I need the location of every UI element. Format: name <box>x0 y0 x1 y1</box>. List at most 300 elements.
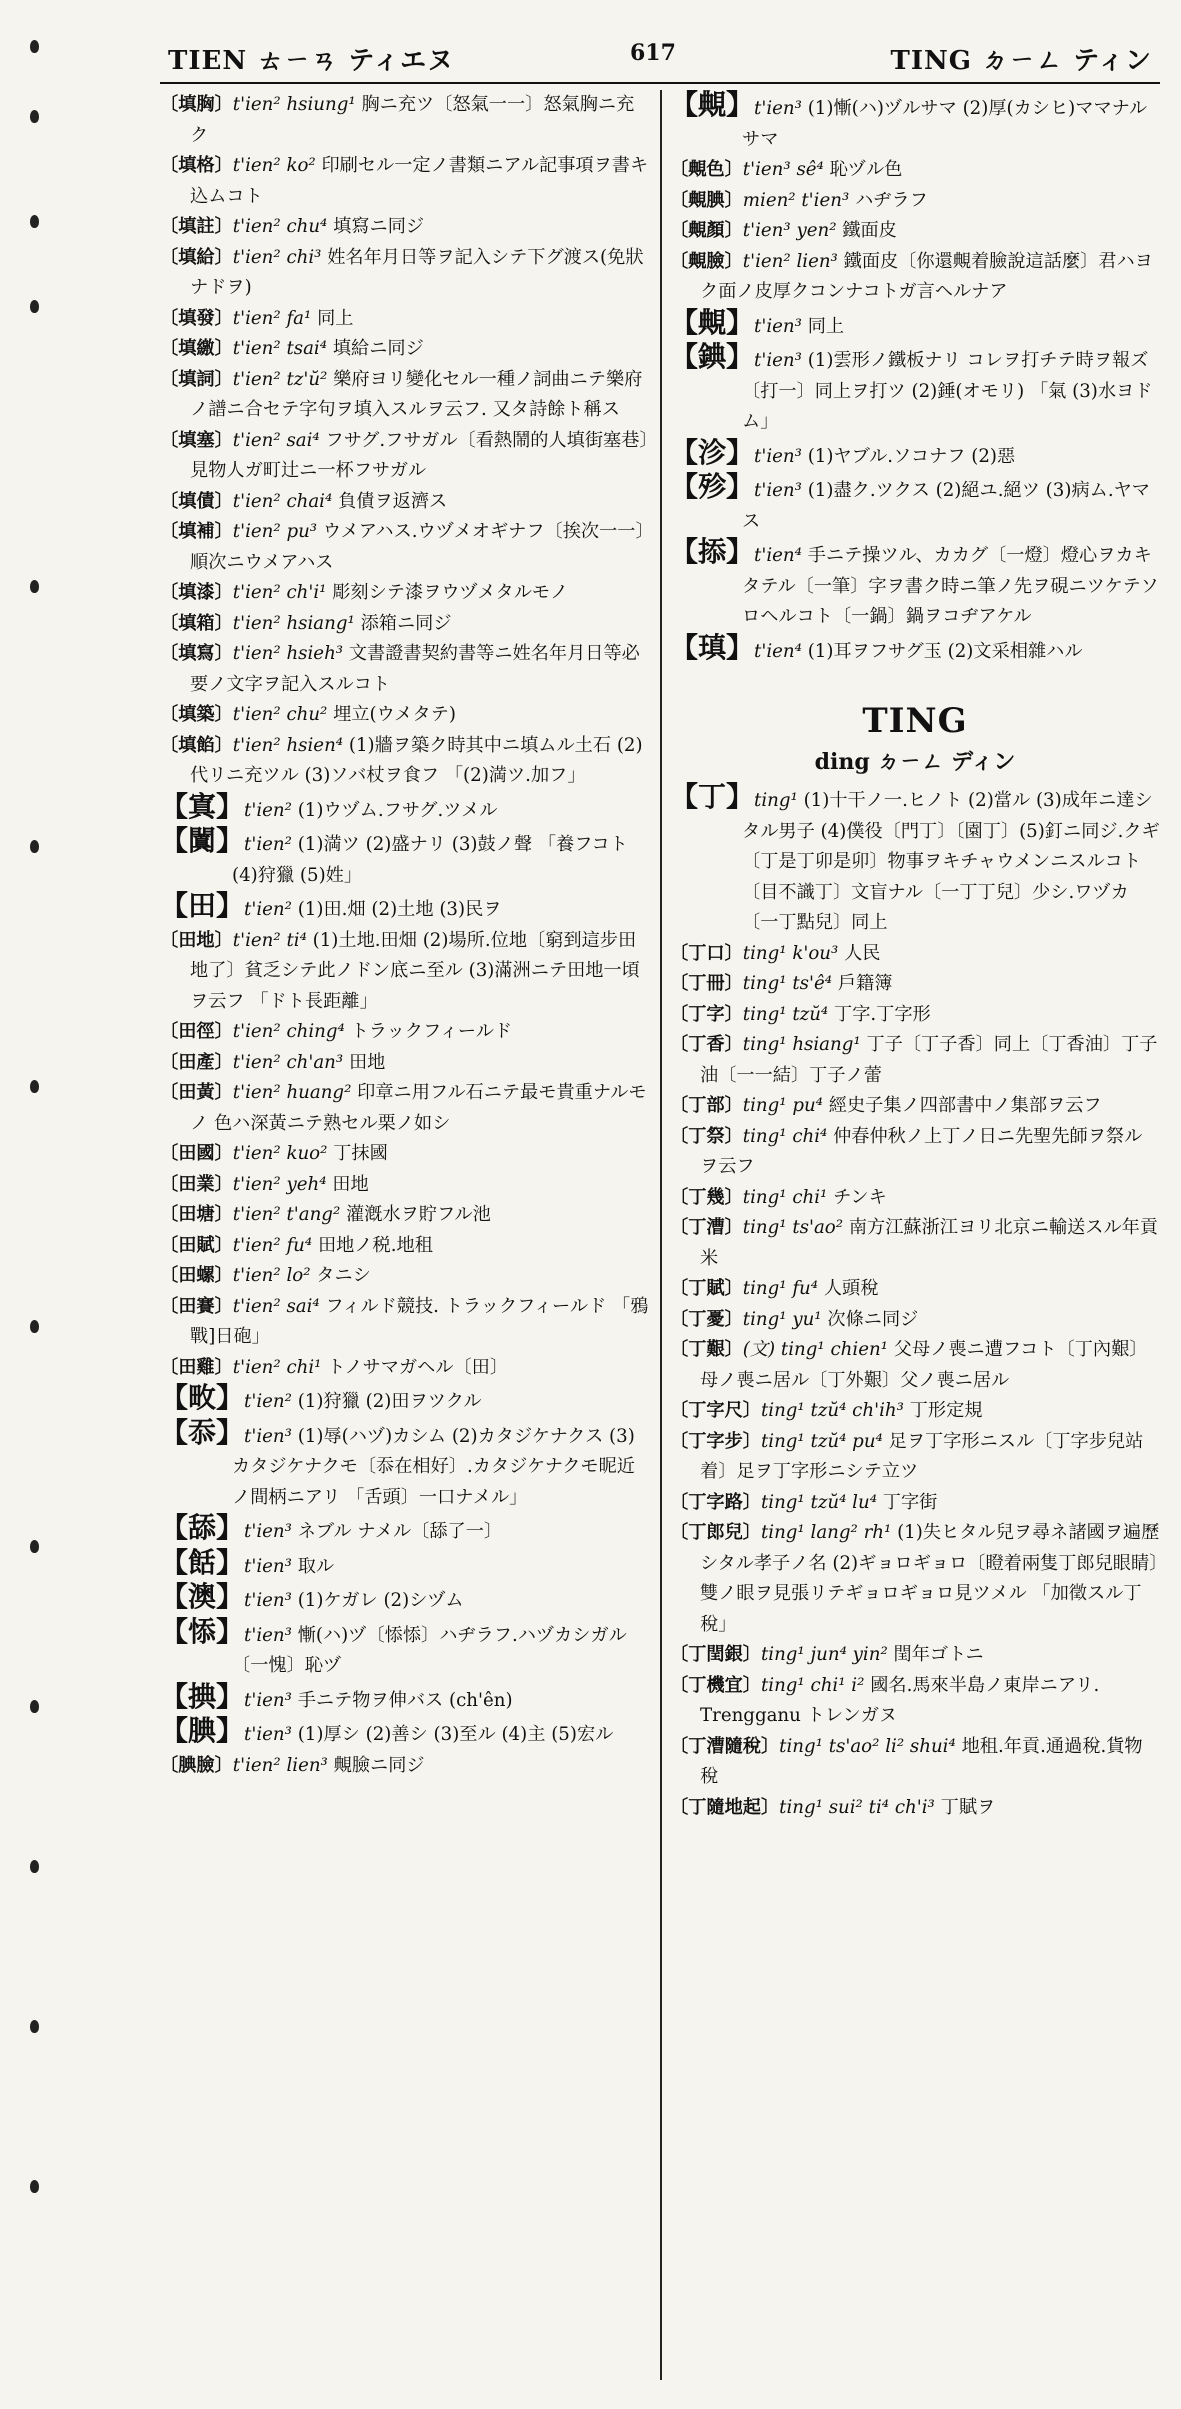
dictionary-entry <box>160 1545 650 1583</box>
dictionary-entry <box>670 939 1160 970</box>
entry-headword: 【錪】 <box>670 340 755 373</box>
entry-definition: (1)失ヒタル兒ヲ尋ネ諸國ヲ遍歷シタル孝子ノ名 (2)ギョロギョロ〔瞪着兩隻丁郎兒眼睛〕雙ノ眼ヲ見張リテギョロギョロ見ツメル 「加徵スル丁稅」 <box>700 1522 1160 1635</box>
dictionary-page <box>160 30 1160 2390</box>
entry-definition: 丁子〔丁子香〕同上〔丁香油〕丁子油〔一一結〕丁子ノ蕾 <box>700 1034 1158 1086</box>
binding-hole <box>30 2020 39 2033</box>
dictionary-entry <box>670 342 1160 438</box>
section-title: TING <box>862 701 968 741</box>
entry-headword: 〔填債〕 <box>160 490 233 512</box>
entry-romanization: t'ien³ <box>244 1425 292 1447</box>
dictionary-entry <box>160 365 650 426</box>
entry-definition: 印章ニ用フル石ニテ最モ貴重ナルモノ 色ハ深黃ニテ熟セル栗ノ如シ <box>190 1082 647 1134</box>
entry-definition: (1)満ツ (2)盛ナリ (3)鼓ノ聲 「養フコト (4)狩獵 (5)姓」 <box>232 834 628 886</box>
dictionary-entry <box>670 537 1160 633</box>
entry-romanization: t'ien³ sê⁴ <box>742 159 824 180</box>
header-right-heading: TING ㄉㄧㄥ ティン <box>890 46 1152 76</box>
ting-entries <box>670 782 1160 1823</box>
entry-definition: 添箱ニ同ジ <box>354 612 452 634</box>
dictionary-entry <box>670 782 1160 939</box>
dictionary-entry <box>160 1513 650 1548</box>
entry-headword: 【殄】 <box>670 470 755 503</box>
entry-headword: 〔田塘〕 <box>160 1204 233 1225</box>
entry-definition: 手ニテ操ツル、カカグ〔一燈〕燈心ヲカキタテル〔一筆〕字ヲ書ク時ニ筆ノ先ヲ硯ニツケテソロヘルコト〔一鍋〕鍋ヲコヂアケル <box>742 545 1159 627</box>
entry-definition: (1)ケガレ (2)シヅム <box>291 1590 464 1611</box>
dictionary-entry <box>670 969 1160 1000</box>
entry-romanization: ting¹ sui² ti⁴ ch'i³ <box>779 1796 935 1818</box>
entry-headword: 〔丁閏銀〕 <box>670 1644 761 1665</box>
entry-headword: 〔丁祭〕 <box>670 1125 743 1147</box>
entry-headword: 【餂】 <box>160 1545 245 1579</box>
entry-definition: トノサマガヘル〔田〕 <box>321 1356 509 1378</box>
binding-hole <box>30 580 39 593</box>
dictionary-entry <box>160 1679 650 1717</box>
dictionary-entry <box>160 1170 650 1201</box>
entry-romanization: t'ien² tsai⁴ <box>232 338 328 359</box>
dictionary-entry <box>160 1292 650 1353</box>
entry-romanization: t'ien² hsien⁴ <box>232 734 344 756</box>
entry-romanization: t'ien² chu⁴ <box>232 216 328 237</box>
entry-definition: 人民 <box>838 942 881 964</box>
entry-definition: ネブル ナメル〔舔了一〕 <box>291 1521 503 1542</box>
entry-headword: 【畋】 <box>160 1381 245 1414</box>
entry-definition: (1)辱(ハヅ)カシム (2)カタジケナクス (3)カタジケナクモ〔忝在相好〕.カタジケナクモ昵近ノ間柄ニアリ 「舌頭〕一口ナメル」 <box>232 1425 635 1508</box>
dictionary-entry <box>670 305 1160 343</box>
entry-definition: 鐵面皮〔你還覥着臉說這話麼〕君ハヨク面ノ皮厚クコンナコトガ言ヘルナア <box>700 250 1153 302</box>
entry-headword: 〔田徑〕 <box>160 1021 233 1042</box>
entry-definition: チンキ <box>827 1186 887 1208</box>
entry-definition: 丁形定規 <box>903 1400 983 1421</box>
entry-romanization: t'ien³ <box>244 1624 292 1646</box>
dictionary-entry <box>160 639 650 700</box>
entry-romanization: t'ien² ko² <box>232 155 316 176</box>
column-divider <box>660 90 662 2380</box>
entry-romanization: t'ien² sai⁴ <box>232 1295 320 1317</box>
entry-headword: 〔丁部〕 <box>670 1095 743 1116</box>
entry-definition: (1)田.畑 (2)土地 (3)民ヲ <box>291 899 502 920</box>
entry-romanization: t'ien² <box>244 834 292 855</box>
entry-romanization: ting¹ hsiang¹ <box>742 1034 861 1055</box>
dictionary-entry <box>160 1261 650 1292</box>
dictionary-entry <box>160 304 650 335</box>
entry-romanization: ting¹ yu¹ <box>742 1308 822 1330</box>
entry-romanization: ting¹ tzŭ⁴ <box>742 1003 829 1025</box>
entry-headword: 【闐】 <box>160 824 245 857</box>
entry-headword: 【忝】 <box>160 1415 245 1449</box>
entry-definition: 丁抹國 <box>327 1143 388 1164</box>
entry-definition: 鐵面皮 <box>836 220 897 241</box>
entry-romanization: t'ien⁴ <box>754 545 802 566</box>
entry-headword: 〔丁字〕 <box>670 1003 743 1025</box>
dictionary-entry <box>160 1139 650 1170</box>
entry-romanization: t'ien³ <box>244 1555 292 1577</box>
entry-definition: (1)ウヅム.フサグ.ツメル <box>291 799 498 821</box>
entry-definition: トラックフィールド <box>344 1021 513 1042</box>
entry-headword: 【澳】 <box>160 1580 245 1613</box>
entry-romanization: ting¹ tzŭ⁴ ch'ih³ <box>760 1400 904 1421</box>
dictionary-entry <box>670 1213 1160 1274</box>
entry-definition: 樂府ヨリ變化セル一種ノ詞曲ニテ樂府ノ譜ニ合セテ字句ヲ填入スルヲ云フ. 又タ詩餘ト稱ス <box>190 368 643 420</box>
dictionary-entry <box>160 151 650 212</box>
entry-headword: 〔填箱〕 <box>160 612 233 634</box>
header-left-heading: TIEN ㄊㄧㄢ ティエヌ <box>168 46 455 76</box>
entry-headword: 〔丁郎兒〕 <box>670 1522 761 1543</box>
entry-romanization: t'ien² sai⁴ <box>232 429 320 451</box>
dictionary-entry <box>160 826 650 891</box>
entry-romanization: ting¹ k'ou³ <box>742 942 839 964</box>
entry-definition: 丁字.丁字形 <box>828 1003 931 1025</box>
entry-romanization: t'ien² huang² <box>232 1082 352 1103</box>
entry-definition: 丁賦ヲ <box>934 1796 996 1818</box>
entry-headword: 〔丁漕隨稅〕 <box>670 1735 780 1757</box>
dictionary-entry <box>160 578 650 609</box>
dictionary-entry <box>160 212 650 243</box>
dictionary-entry <box>160 1415 650 1514</box>
dictionary-entry <box>670 630 1160 668</box>
entry-romanization: ting¹ pu⁴ <box>742 1095 823 1116</box>
entry-romanization: t'ien² lien³ <box>232 1754 328 1776</box>
entry-definition: 彫刻シテ漆ヲウヅメタルモノ <box>326 582 569 603</box>
entry-definition: 埋立(ウメタテ) <box>327 704 456 725</box>
dictionary-entry <box>670 1640 1160 1671</box>
dictionary-entry <box>670 1427 1160 1488</box>
entry-headword: 【瑱】 <box>670 630 755 664</box>
dictionary-entry <box>670 247 1160 308</box>
entry-definition: 負債ヲ返濟ス <box>332 490 448 512</box>
entry-headword: 〔丁賦〕 <box>670 1278 743 1299</box>
entry-definition: (1)厚シ (2)善シ (3)至ル (4)主 (5)宏ル <box>291 1724 614 1745</box>
entry-headword: 〔覥臉〕 <box>670 250 743 272</box>
dictionary-entry <box>670 435 1160 473</box>
entry-romanization: t'ien² hsiung¹ <box>232 94 356 115</box>
entry-headword: 【寘】 <box>160 789 245 823</box>
binding-margin <box>0 0 60 2409</box>
entry-romanization: t'ien² ching⁴ <box>232 1021 345 1042</box>
dictionary-entry <box>160 487 650 518</box>
dictionary-entry <box>160 1200 650 1231</box>
entry-headword: 〔填胸〕 <box>160 94 233 115</box>
entry-romanization: t'ien² fu⁴ <box>232 1234 313 1256</box>
entry-definition: 戶籍簿 <box>832 973 893 994</box>
entry-headword: 〔丁字尺〕 <box>670 1400 761 1421</box>
entry-headword: 〔田黃〕 <box>160 1082 233 1103</box>
entry-definition: 文書證書契約書等ニ姓名年月日等必要ノ文字ヲ記入スルコト <box>190 643 640 695</box>
entry-headword: 〔填築〕 <box>160 704 233 725</box>
dictionary-entry <box>670 1335 1160 1396</box>
entry-definition: 閏年ゴトニ <box>887 1644 984 1665</box>
entry-headword: 〔丁隨地起〕 <box>670 1796 780 1818</box>
entry-romanization: t'ien³ <box>754 315 802 337</box>
dictionary-entry <box>160 731 650 792</box>
entry-definition: 田地 <box>343 1051 386 1073</box>
entry-romanization: ting¹ chi¹ i² <box>760 1674 865 1696</box>
entry-headword: 〔覥顏〕 <box>670 220 743 241</box>
entry-headword: 〔丁機宜〕 <box>670 1674 761 1696</box>
dictionary-entry <box>670 1732 1160 1793</box>
entry-definition: 地租.年貢.通過稅.貨物稅 <box>700 1735 1143 1787</box>
binding-hole <box>30 1700 39 1713</box>
entry-romanization: t'ien³ <box>754 350 802 371</box>
entry-headword: 〔丁口〕 <box>670 942 743 964</box>
dictionary-entry <box>160 517 650 578</box>
entry-headword: 〔填詞〕 <box>160 368 233 390</box>
entry-romanization: t'ien³ <box>754 445 802 467</box>
running-header <box>160 30 1160 84</box>
dictionary-entry <box>670 1000 1160 1031</box>
entry-romanization: ting¹ chi¹ <box>742 1186 828 1208</box>
dictionary-entry <box>670 1274 1160 1305</box>
left-column <box>160 90 650 2380</box>
entry-definition: 田地ノ税.地租 <box>312 1234 433 1256</box>
entry-romanization: t'ien³ <box>754 98 802 119</box>
dictionary-entry <box>160 609 650 640</box>
entry-definition: フサグ.フサガル〔看熱鬧的人填街塞巷〕見物人ガ町辻ニ一杯フサガル <box>190 429 649 481</box>
dictionary-entry <box>160 426 650 487</box>
tien-entries-continued <box>670 90 1160 667</box>
dictionary-entry <box>160 1048 650 1079</box>
dictionary-entry <box>160 334 650 365</box>
entry-romanization: ting¹ ts'ao² <box>742 1217 844 1238</box>
entry-headword: 【掭】 <box>670 535 755 568</box>
entry-definition: (1)牆ヲ築ク時其中ニ填ムル土石 (2)代リニ充ツル (3)ソバ杖ヲ食フ 「(2)満ツ.加フ」 <box>190 734 643 786</box>
dictionary-entry <box>160 1582 650 1617</box>
entry-definition: (1)雲形ノ鐵板ナリ コレヲ打チテ時ヲ報ズ〔打一〕同上ヲ打ツ (2)錘(オモリ) 「氣 (3)水ヨドム」 <box>742 350 1153 432</box>
dictionary-entry <box>160 1716 650 1751</box>
entry-definition: (1)耳ヲフサグ玉 (2)文采相雜ハル <box>801 640 1083 662</box>
dictionary-entry <box>160 1231 650 1262</box>
binding-hole <box>30 300 39 313</box>
entry-headword: 〔填格〕 <box>160 155 233 176</box>
dictionary-entry <box>670 1305 1160 1336</box>
entry-headword: 〔填給〕 <box>160 246 233 268</box>
binding-hole <box>30 1860 39 1873</box>
entry-headword: 〔丁憂〕 <box>670 1308 743 1330</box>
entry-romanization: (文) ting¹ chien¹ <box>742 1339 888 1360</box>
entry-headword: 【丁】 <box>670 780 755 813</box>
entry-romanization: ting¹ tzŭ⁴ pu⁴ <box>760 1430 883 1452</box>
entry-definition: 南方江蘇浙江ヨリ北京ニ輸送スル年貢米 <box>700 1217 1159 1269</box>
right-column <box>670 90 1160 2380</box>
entry-romanization: t'ien² hsiang¹ <box>232 612 355 634</box>
dictionary-entry <box>670 90 1160 155</box>
entry-romanization: t'ien² <box>244 899 292 920</box>
entry-definition: (1)慚(ハ)ヅルサマ (2)厚(カシヒ)ママナルサマ <box>742 98 1148 150</box>
entry-definition: 經史子集ノ四部書中ノ集部ヲ云フ <box>822 1095 1102 1116</box>
entry-headword: 〔丁冊〕 <box>670 973 743 994</box>
binding-hole <box>30 40 39 53</box>
entry-definition: 同上 <box>801 315 845 337</box>
entry-definition: 父母ノ喪ニ遭フコト〔丁內艱〕母ノ喪ニ居ル〔丁外艱〕父ノ喪ニ居ル <box>700 1339 1148 1391</box>
entry-definition: 灌漑水ヲ貯フル池 <box>340 1204 491 1225</box>
entry-definition: 手ニテ物ヲ伸バス (ch'ên) <box>291 1689 513 1711</box>
entry-romanization: t'ien² chi¹ <box>232 1356 322 1378</box>
entry-romanization: ting¹ chi⁴ <box>742 1125 828 1147</box>
entry-definition: (1)狩獵 (2)田ヲツクル <box>291 1391 482 1412</box>
dictionary-entry <box>670 155 1160 186</box>
entry-definition: (1)十干ノ一.ヒノト (2)當ル (3)成年ニ達シタル男子 (4)僕役〔門丁〕〔園丁〕(5)釘ニ同ジ.クギ〔丁是丁卯是卯〕物事ヲキチャウメンニスルコト〔目不識丁〕文盲ナル〔一丁丁兒〕少シ.ワヅカ〔一丁點兒〕同上 <box>742 790 1160 933</box>
entry-definition: 恥ヅル色 <box>823 159 903 180</box>
entry-definition: (1)ヤブル.ソコナフ (2)惡 <box>801 445 1016 467</box>
entry-romanization: t'ien³ <box>244 1521 292 1542</box>
dictionary-entry <box>160 1078 650 1139</box>
entry-headword: 〔田賦〕 <box>160 1234 233 1256</box>
entry-romanization: ting¹ jun⁴ yin² <box>760 1644 888 1665</box>
entry-romanization: t'ien² fa¹ <box>232 307 312 329</box>
entry-romanization: t'ien² kuo² <box>232 1143 328 1164</box>
entry-headword: 〔填寫〕 <box>160 643 233 664</box>
entry-headword: 〔田雞〕 <box>160 1356 233 1378</box>
entry-romanization: ting¹ fu⁴ <box>742 1278 819 1299</box>
entry-romanization: ting¹ ts'ê⁴ <box>742 973 833 994</box>
dictionary-entry <box>670 472 1160 537</box>
entry-romanization: t'ien² lo² <box>232 1265 311 1286</box>
entry-headword: 〔田業〕 <box>160 1173 233 1195</box>
entry-romanization: ting¹ ts'ao² li² shui⁴ <box>779 1735 956 1757</box>
entry-headword: 【沴】 <box>670 435 755 469</box>
entry-headword: 〔田國〕 <box>160 1143 233 1164</box>
entry-headword: 〔覥色〕 <box>670 159 743 180</box>
entry-definition: 足ヲ丁字形ニスル〔丁字步兒站着〕足ヲ丁字形ニシテ立ツ <box>700 1430 1144 1482</box>
entry-romanization: t'ien³ yen² <box>742 220 837 241</box>
entry-definition: 次條ニ同ジ <box>821 1308 919 1330</box>
entry-headword: 【舔】 <box>160 1511 245 1544</box>
entry-definition: 慚(ハ)ヅ〔悿悿〕ハヂラフ.ハヅカシガル〔一愧〕恥ヅ <box>232 1624 627 1676</box>
entry-romanization: t'ien² chu² <box>232 704 328 725</box>
binding-hole <box>30 1540 39 1553</box>
entry-headword: 【覥】 <box>670 90 755 121</box>
entry-definition: タニシ <box>310 1265 371 1286</box>
binding-hole <box>30 215 39 228</box>
binding-hole <box>30 840 39 853</box>
entry-headword: 〔丁幾〕 <box>670 1186 743 1208</box>
entry-headword: 〔田賽〕 <box>160 1295 233 1317</box>
entry-romanization: t'ien² t'ang² <box>232 1204 341 1225</box>
dictionary-entry <box>160 891 650 926</box>
entry-romanization: ting¹ tzŭ⁴ lu⁴ <box>760 1491 878 1513</box>
section-subtitle: ding ㄉㄧㄥ ディン <box>814 749 1016 775</box>
section-heading <box>670 701 1160 776</box>
entry-headword: 【悿】 <box>160 1614 245 1648</box>
entry-romanization: t'ien² ti⁴ <box>232 929 307 951</box>
entry-definition: 姓名年月日等ヲ記入シテ下グ渡ス(免狀ナドヲ) <box>190 246 644 298</box>
page-number: 617 <box>630 40 676 66</box>
entry-definition: 覥臉ニ同ジ <box>327 1754 425 1776</box>
entry-romanization: t'ien² hsieh³ <box>232 643 344 664</box>
entry-romanization: t'ien² pu³ <box>232 521 318 542</box>
entry-definition: 胸ニ充ツ〔怒氣一一〕怒氣胸ニ充ク <box>190 94 635 146</box>
entry-romanization: mien² t'ien³ <box>742 189 850 211</box>
dictionary-entry <box>670 1091 1160 1122</box>
entry-definition: 丁字街 <box>877 1491 938 1513</box>
entry-romanization: ting¹ lang² rh¹ <box>760 1522 892 1543</box>
entry-headword: 〔填繳〕 <box>160 338 233 359</box>
entry-romanization: ting¹ <box>754 790 798 811</box>
entry-definition: 同上 <box>311 307 354 329</box>
dictionary-entry <box>670 1671 1160 1732</box>
entry-romanization: t'ien² yeh⁴ <box>232 1173 327 1195</box>
entry-definition: 填給ニ同ジ <box>327 338 424 359</box>
entry-headword: 〔田地〕 <box>160 929 233 951</box>
dictionary-entry <box>160 1383 650 1418</box>
dictionary-entry <box>670 1488 1160 1519</box>
dictionary-entry <box>160 789 650 827</box>
entry-romanization: t'ien² <box>244 799 292 821</box>
entry-definition: 國名.馬來半島ノ東岸ニアリ. Trengganu トレンガヌ <box>700 1674 1100 1726</box>
entry-headword: 〔田螺〕 <box>160 1265 233 1286</box>
entry-definition: 印刷セル一定ノ書類ニアル記事項ヲ書キ込ムコト <box>190 155 649 207</box>
entry-romanization: t'ien² chai⁴ <box>232 490 333 512</box>
dictionary-entry <box>160 1353 650 1384</box>
binding-hole <box>30 1320 39 1333</box>
entry-headword: 〔填發〕 <box>160 307 233 329</box>
dictionary-entry <box>160 926 650 1018</box>
entry-headword: 〔填餡〕 <box>160 734 233 756</box>
entry-definition: 仲春仲秋ノ上丁ノ日ニ先聖先師ヲ祭ルヲ云フ <box>700 1125 1143 1177</box>
entry-headword: 〔填註〕 <box>160 216 233 237</box>
dictionary-entry <box>160 1614 650 1682</box>
entry-romanization: t'ien² chi³ <box>232 246 322 268</box>
binding-hole <box>30 110 39 123</box>
entry-romanization: t'ien⁴ <box>754 640 802 662</box>
entry-romanization: t'ien² tz'ŭ² <box>232 368 328 390</box>
dictionary-entry <box>670 1793 1160 1824</box>
binding-hole <box>30 2180 39 2193</box>
dictionary-entry <box>670 1396 1160 1427</box>
dictionary-entry <box>670 1030 1160 1091</box>
dictionary-entry <box>670 1122 1160 1183</box>
dictionary-entry <box>670 1518 1160 1640</box>
entry-definition: 取ル <box>291 1555 335 1577</box>
entry-romanization: t'ien³ <box>754 480 802 501</box>
entry-headword: 〔丁漕〕 <box>670 1217 743 1238</box>
entry-headword: 〔填塞〕 <box>160 429 233 451</box>
entry-headword: 〔丁香〕 <box>670 1034 743 1055</box>
entry-headword: 〔填漆〕 <box>160 582 233 603</box>
entry-headword: 【腆】 <box>160 1714 245 1747</box>
entry-headword: 【覥】 <box>670 305 755 339</box>
dictionary-entry <box>160 1017 650 1048</box>
dictionary-entry <box>160 700 650 731</box>
entry-definition: 田地 <box>326 1173 369 1195</box>
entry-romanization: t'ien² <box>244 1391 292 1412</box>
entry-definition: (1)盡ク.ツクス (2)絕ユ.絕ツ (3)病ム.ヤマス <box>742 480 1150 532</box>
entry-romanization: t'ien³ <box>244 1689 292 1711</box>
entry-definition: ウメアハス.ウヅメオギナフ〔挨次一一〕順次ニウメアハス <box>190 521 645 573</box>
entry-romanization: t'ien³ <box>244 1590 292 1611</box>
entry-romanization: t'ien² ch'i¹ <box>232 582 327 603</box>
entry-headword: 【捵】 <box>160 1679 245 1713</box>
entry-headword: 〔填補〕 <box>160 521 233 542</box>
entry-romanization: t'ien² lien³ <box>742 250 838 272</box>
entry-headword: 〔丁字路〕 <box>670 1491 761 1513</box>
dictionary-entry <box>160 1751 650 1782</box>
entry-romanization: t'ien² ch'an³ <box>232 1051 344 1073</box>
entry-definition: フィルド競技. トラックフィールド 「鴉戰]日砲」 <box>190 1295 649 1347</box>
entry-headword: 〔腆臉〕 <box>160 1754 233 1776</box>
entry-headword: 〔丁艱〕 <box>670 1339 743 1360</box>
entry-headword: 〔田產〕 <box>160 1051 233 1073</box>
dictionary-entry <box>160 90 650 151</box>
entry-headword: 〔丁字步〕 <box>670 1430 761 1452</box>
entry-definition: 人頭稅 <box>818 1278 879 1299</box>
dictionary-entry <box>160 243 650 304</box>
entry-romanization: t'ien³ <box>244 1724 292 1745</box>
entry-definition: (1)土地.田畑 (2)場所.位地〔窮到這步田地了〕貧乏シテ此ノドン底ニ至ル (3)滿洲ニテ田地一頃ヲ云フ 「ドト長距離」 <box>190 929 640 1012</box>
entry-definition: 填寫ニ同ジ <box>327 216 425 237</box>
dictionary-entry <box>670 1183 1160 1214</box>
entry-headword: 【田】 <box>160 889 245 922</box>
entry-definition: ハヂラフ <box>849 189 928 211</box>
binding-hole <box>30 1080 39 1093</box>
